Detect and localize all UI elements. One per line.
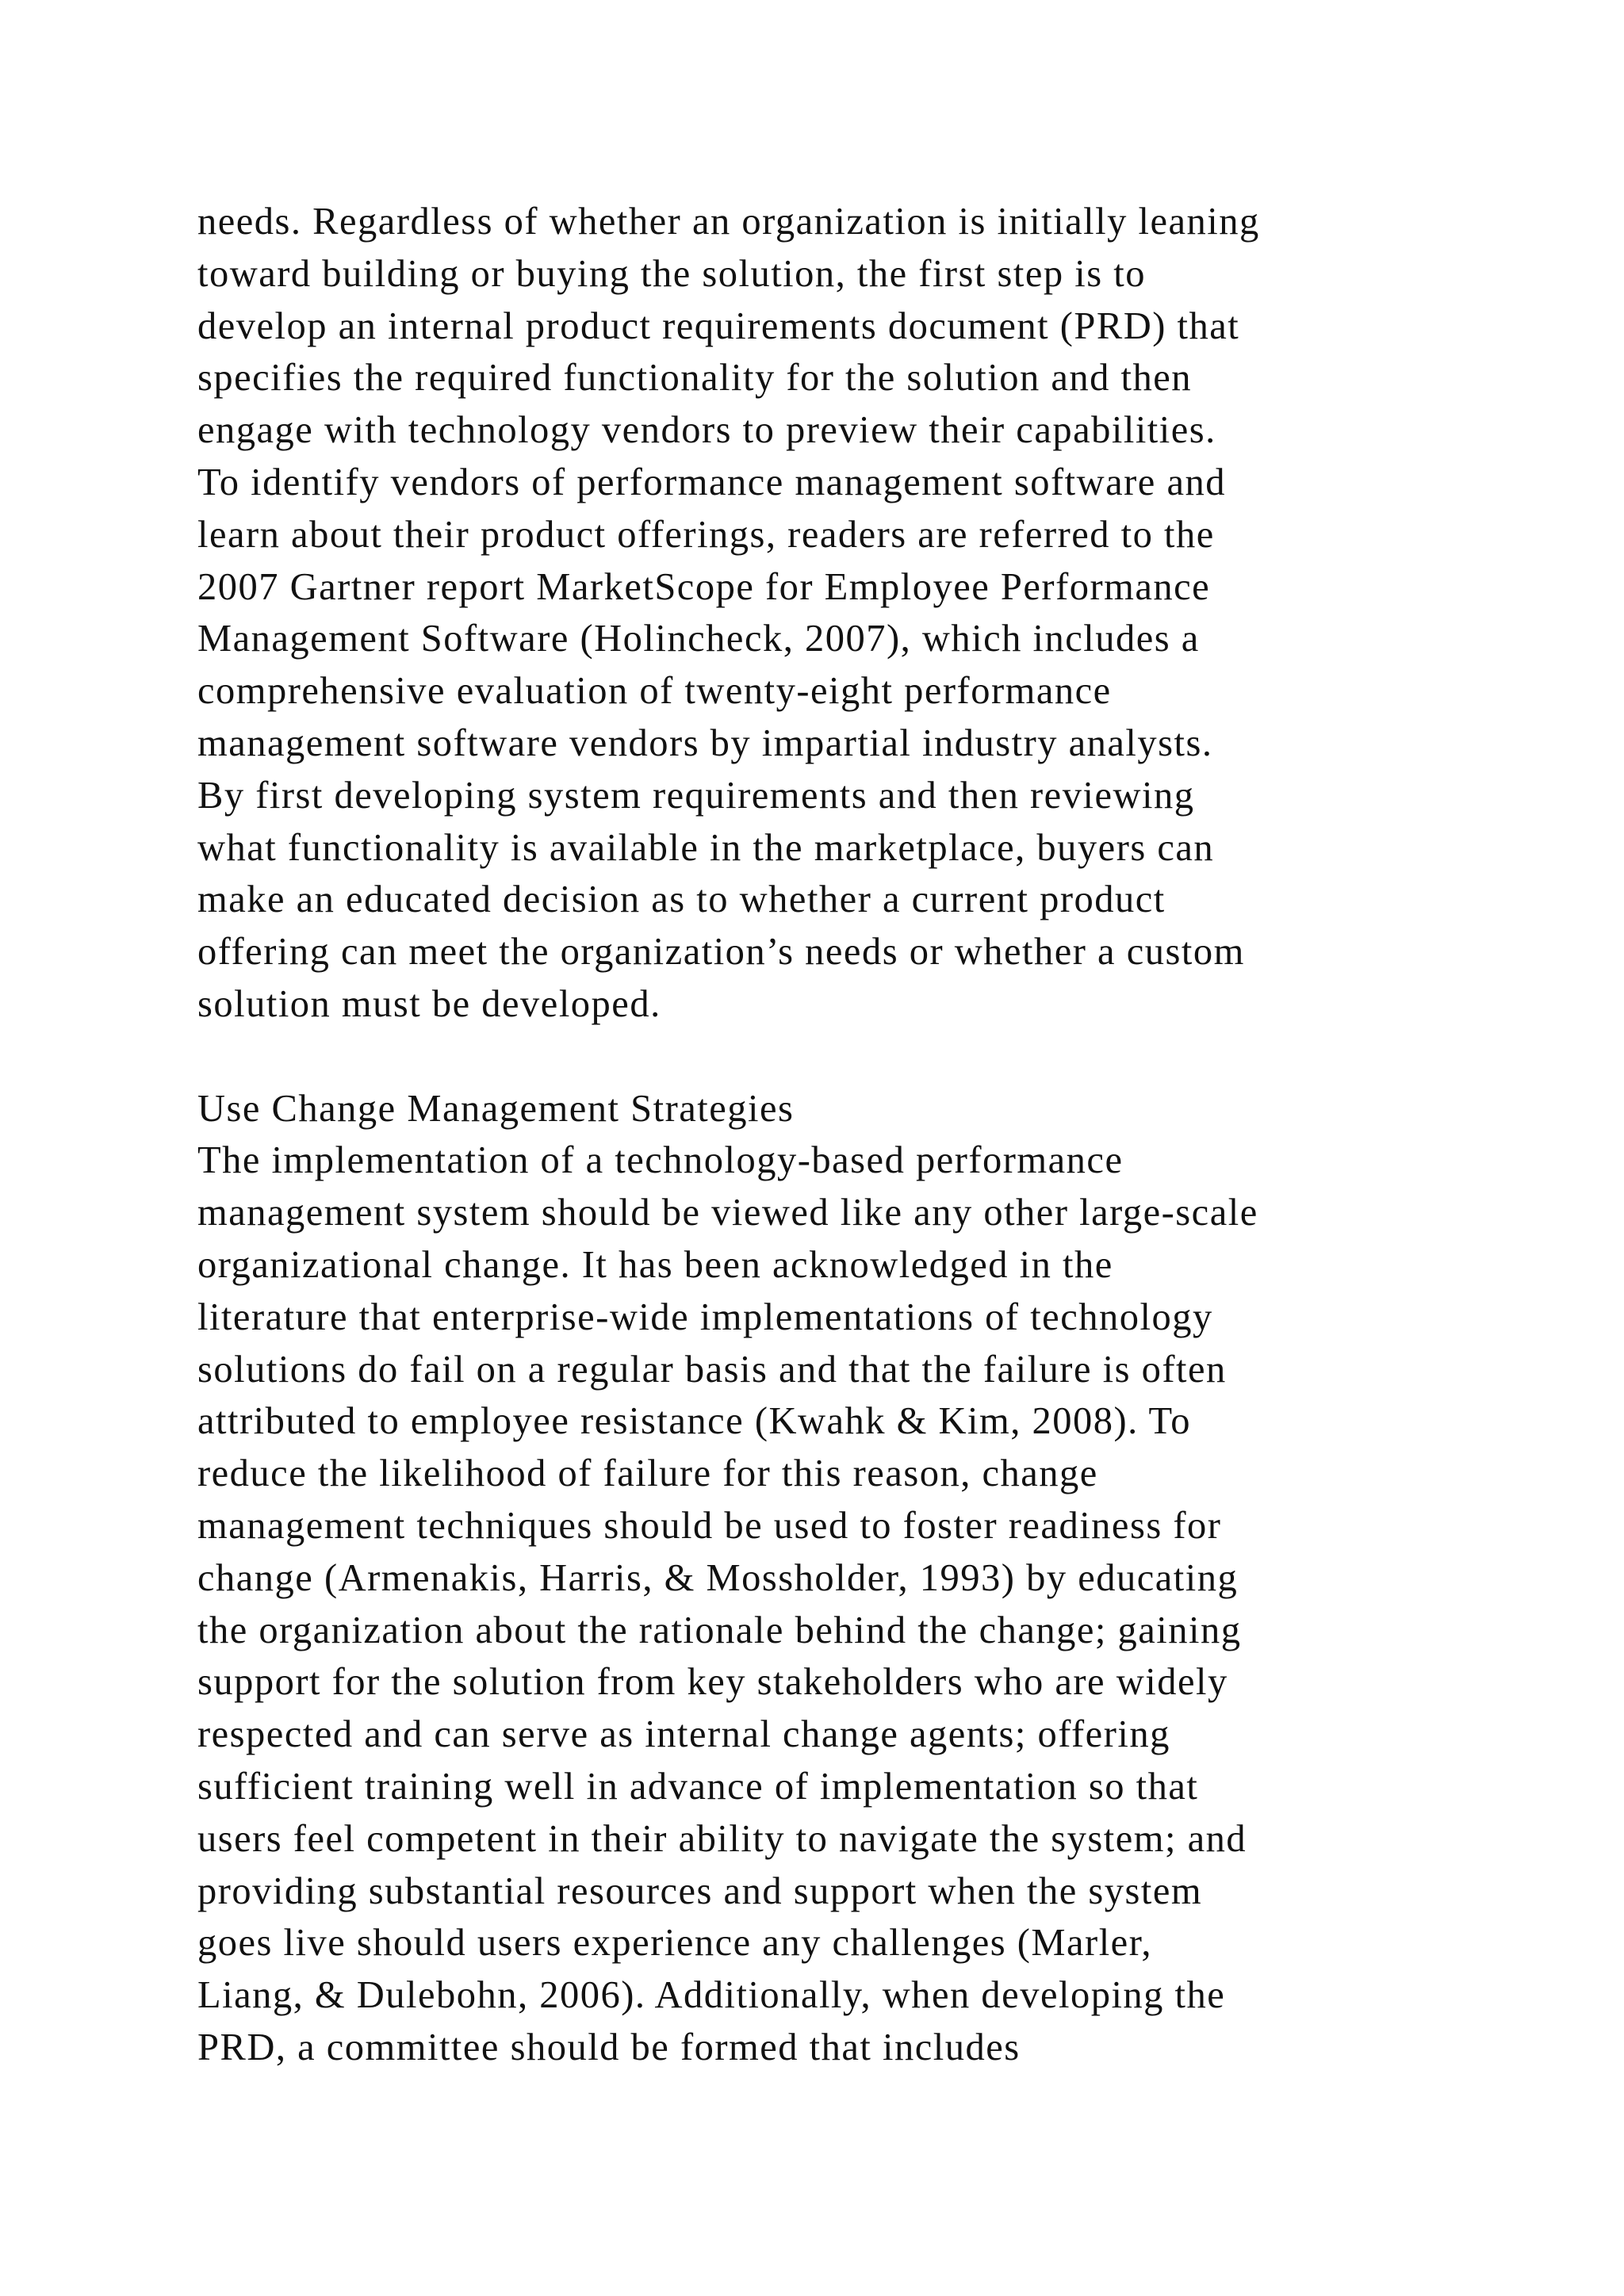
text-line: offering can meet the organization’s needs or whether a custom [197, 931, 1245, 974]
paragraph-2 [197, 1135, 1545, 2073]
text-line: specifies the required functionality for the solution and then [197, 357, 1192, 400]
text-line: make an educated decision as to whether a current product [197, 878, 1166, 921]
text-line: literature that enterprise-wide implementations of technology [197, 1295, 1213, 1338]
text-line: goes live should users experience any challenges (Marler, [197, 1922, 1153, 1965]
text-line: management techniques should be used to foster readiness for [197, 1504, 1222, 1547]
text-line: users feel competent in their ability to navigate the system; and [197, 1817, 1247, 1860]
text-line: reduce the likelihood of failure for this reason, change [197, 1452, 1098, 1495]
text-line: change (Armenakis, Harris, & Mossholder, 1993) by educating [197, 1556, 1239, 1599]
text-line: learn about their product offerings, readers are referred to the [197, 513, 1215, 556]
paragraph-1 [197, 196, 1545, 1031]
text-line: management software vendors by impartial industry analysts. [197, 721, 1213, 764]
text-line: the organization about the rationale behind the change; gaining [197, 1609, 1242, 1651]
text-line: To identify vendors of performance management software and [197, 461, 1226, 503]
text-line: By first developing system requirements and then reviewing [197, 774, 1195, 817]
text-line: PRD, a committee should be formed that includes [197, 2026, 1021, 2068]
text-line: organizational change. It has been acknowledged in the [197, 1243, 1113, 1286]
document-body [197, 196, 1545, 2074]
paragraph-spacer [197, 1031, 1545, 1083]
text-line: The implementation of a technology-based performance [197, 1139, 1124, 1182]
text-line: Liang, & Dulebohn, 2006). Additionally, when developing the [197, 1974, 1226, 2017]
text-line: engage with technology vendors to preview their capabilities. [197, 409, 1216, 452]
text-line: Management Software (Holincheck, 2007), which includes a [197, 618, 1200, 660]
text-line: sufficient training well in advance of implementation so that [197, 1765, 1199, 1808]
text-line: needs. Regardless of whether an organization is initially leaning [197, 201, 1260, 243]
text-line: solutions do fail on a regular basis and that the failure is often [197, 1348, 1227, 1391]
text-line: respected and can serve as internal change agents; offering [197, 1713, 1170, 1756]
text-line: attributed to employee resistance (Kwahk & Kim, 2008). To [197, 1400, 1192, 1443]
text-line: toward building or buying the solution, the first step is to [197, 252, 1146, 295]
text-line: management system should be viewed like any other large-scale [197, 1192, 1258, 1234]
section-heading: Use Change Management Strategies [197, 1087, 795, 1130]
text-line: support for the solution from key stakeholders who are widely [197, 1661, 1228, 1704]
text-line: providing substantial resources and support when the system [197, 1869, 1203, 1912]
text-line: develop an internal product requirements document (PRD) that [197, 304, 1240, 347]
text-line: solution must be developed. [197, 982, 661, 1025]
text-line: 2007 Gartner report MarketScope for Employee Performance [197, 565, 1211, 608]
text-line: what functionality is available in the marketplace, buyers can [197, 826, 1215, 869]
text-line: comprehensive evaluation of twenty-eight performance [197, 670, 1112, 713]
